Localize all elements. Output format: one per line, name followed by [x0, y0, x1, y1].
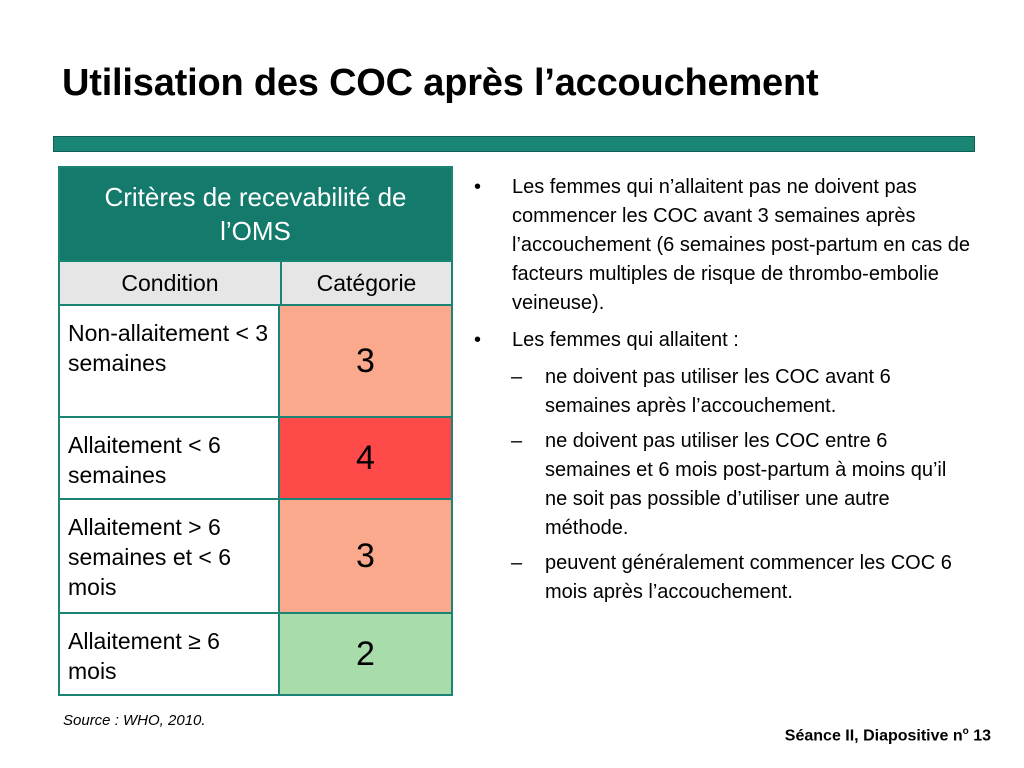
condition-cell: Allaitement < 6 semaines: [60, 418, 280, 498]
sub-bullet-text: ne doivent pas utiliser les COC avant 6 semaines après l’accouchement.: [545, 366, 891, 417]
category-cell: 2: [280, 614, 451, 694]
column-category: Catégorie: [316, 269, 417, 296]
source-note: Source : WHO, 2010.: [63, 712, 206, 729]
bullet-list: [474, 173, 974, 613]
footer-superscript: o: [962, 726, 969, 737]
bullet-icon: •: [474, 176, 482, 198]
list-item: [474, 173, 974, 318]
footer-text: Séance II, Diapositive n: [784, 727, 963, 745]
title-divider: [53, 136, 975, 152]
table-row: [60, 500, 451, 614]
table-row: [60, 614, 451, 694]
sub-list-item: [511, 363, 974, 421]
sub-bullet-text: ne doivent pas utiliser les COC entre 6 semaines et 6 mois post-partum à moins qu’il ne soit pas possible d’utiliser une autre méthode.: [545, 430, 947, 539]
condition-cell: Allaitement ≥ 6 mois: [60, 614, 280, 694]
sub-bullet-text: peuvent généralement commencer les COC 6 mois après l’accouchement.: [545, 552, 952, 603]
sub-list-item: [511, 427, 974, 543]
table-header: Critères de recevabilité de l’OMS: [60, 168, 451, 260]
who-criteria-table: [58, 166, 453, 696]
sub-list-item: [511, 549, 974, 607]
category-cell: 4: [280, 418, 451, 498]
category-cell: 3: [280, 500, 451, 612]
condition-cell: Allaitement > 6 semaines et < 6 mois: [60, 500, 280, 612]
dash-icon: –: [511, 430, 523, 452]
list-item: [474, 326, 974, 355]
bullet-icon: •: [474, 329, 482, 351]
table-row: [60, 418, 451, 500]
bullet-text: Les femmes qui allaitent :: [512, 329, 739, 351]
category-cell: 3: [280, 306, 451, 416]
table-column-headers: [60, 260, 451, 306]
slide-footer: [785, 726, 991, 745]
dash-icon: –: [511, 366, 523, 388]
dash-icon: –: [511, 552, 523, 574]
slide-number: 13: [968, 727, 991, 745]
slide-title: Utilisation des COC après l’accouchement: [62, 62, 819, 104]
table-row: [60, 306, 451, 418]
column-condition: Condition: [60, 262, 282, 304]
condition-cell: Non-allaitement < 3 semaines: [60, 306, 280, 416]
bullet-text: Les femmes qui n’allaitent pas ne doivent pas commencer les COC avant 3 semaines après l’accouchement (6 semaines post-partum en cas de facteurs multiples de risque de thrombo-embolie veineuse).: [512, 176, 971, 314]
